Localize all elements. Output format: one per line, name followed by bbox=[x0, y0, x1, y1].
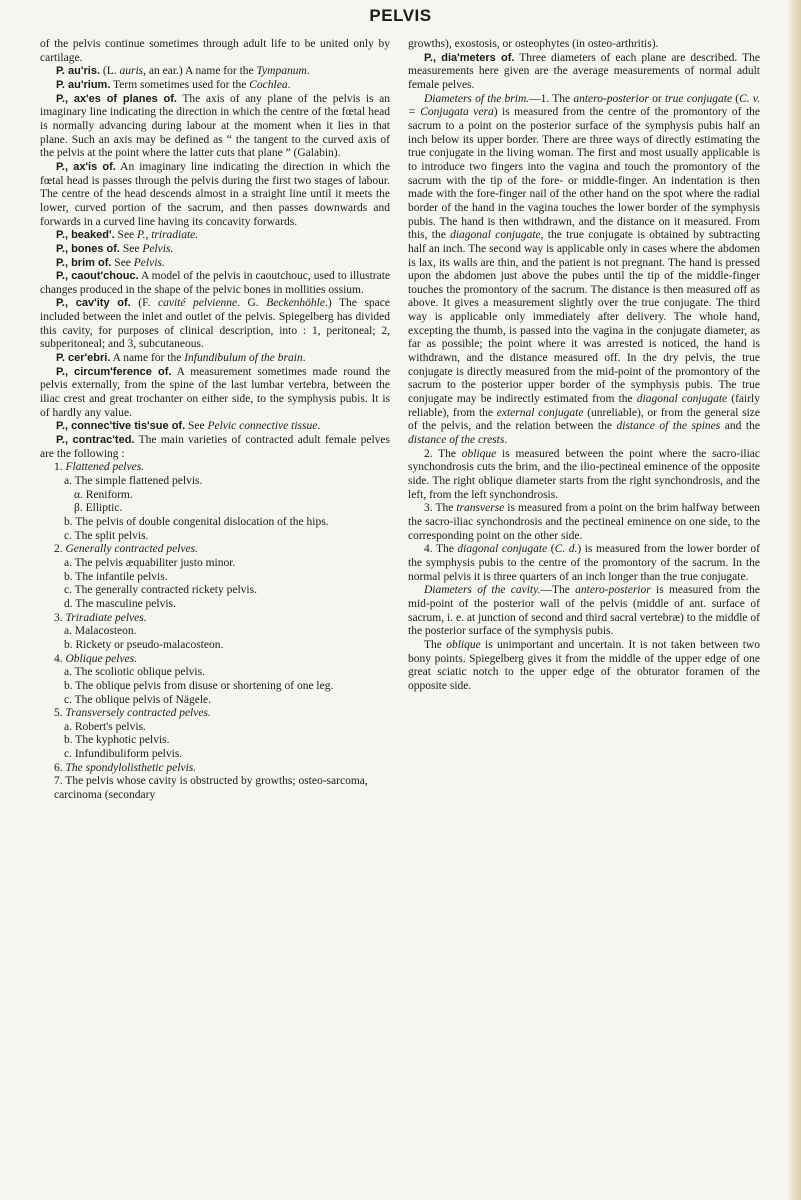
list-item: b. The pelvis of double congenital dislocation of the hips. bbox=[64, 515, 329, 528]
text: , an ear.) A name for the bbox=[143, 65, 257, 78]
text: or bbox=[648, 92, 665, 105]
text: . bbox=[306, 65, 310, 78]
text: P., triradiate. bbox=[137, 229, 199, 242]
text: Infundibulum of the brain bbox=[184, 352, 303, 365]
left-column bbox=[40, 38, 390, 803]
text: 6. bbox=[54, 761, 66, 774]
text: ( bbox=[732, 92, 740, 105]
text: (F. bbox=[130, 297, 159, 310]
list-item: a. The simple flattened pelvis. bbox=[64, 475, 203, 487]
text: 3. The bbox=[424, 502, 457, 515]
paragraph-cavity bbox=[408, 584, 760, 639]
list-item: a. The pelvis æquabiliter justo minor. bbox=[64, 556, 236, 569]
text: 3. bbox=[54, 611, 66, 624]
text: See bbox=[185, 420, 208, 433]
text: (unreliable), or from the general size of the pelvis, and the relation between the bbox=[408, 406, 760, 433]
text: Generally contracted pelves. bbox=[65, 543, 199, 556]
text: external conjugate bbox=[496, 406, 584, 419]
text: . bbox=[287, 78, 291, 91]
text: cavité pelvienne bbox=[158, 297, 238, 310]
paragraph-brim bbox=[408, 93, 760, 448]
headword: P. au'ris. bbox=[56, 65, 100, 78]
text: Pelvis. bbox=[142, 242, 174, 255]
text: is measured from the mid-point of the posterior wall of the pelvis (middle of ant. surface of sacrum, i. e. at junction of second and third sacral vertebræ) to the middle of the posterior surface of the symphysis pubis. bbox=[408, 584, 760, 638]
text: oblique bbox=[446, 638, 481, 651]
entry-aurium bbox=[40, 79, 390, 93]
text: Tympanum bbox=[256, 65, 307, 78]
text: . bbox=[504, 434, 508, 447]
headword: P., caout'chouc. bbox=[56, 270, 139, 283]
headword: P. cer'ebri. bbox=[56, 352, 111, 365]
text: ) is measured from the centre of the promontory of the sacrum to a point on the posterior surface of the symphysis pubis half an inch below its upper border. There are three ways of directly estimating the true conjugate in the living woman. The first and most usually applicable is to introduce two fingers into the vagina and touch the promontory of the sacrum with the tip of the fore- or middle-finger. An indentation is then made with the fore-finger nail of the other hand on the spot where the radial border of the hand in the vagina touches the lower border of the symphysis pubis. The hand is then withdrawn, and the distance on it measured. From this, the bbox=[408, 106, 760, 242]
paragraph-diagonal bbox=[408, 543, 760, 584]
text: 1. bbox=[54, 461, 66, 474]
text: Diameters of the brim. bbox=[424, 92, 530, 105]
text: is measured from a point on the brim halfway between the sacro-iliac synchondrosis and the pectineal eminence on one side, to the corresponding point on the other side. bbox=[408, 502, 761, 542]
text: Flattened pelves. bbox=[65, 461, 145, 474]
text: antero-posterior bbox=[575, 584, 651, 597]
list-item: a. Malacosteon. bbox=[64, 625, 137, 638]
text: diagonal conjugate bbox=[636, 393, 728, 406]
text: .) The space included between the inlet and outlet of the pelvis. Spiegelberg has divided this cavity, for purposes of clinical description, into : 1, peritoneal; 2, subperitoneal; and 3, subcutaneous. bbox=[40, 297, 390, 351]
text: 2. bbox=[54, 543, 66, 556]
list-item bbox=[40, 543, 390, 557]
text: Pelvis. bbox=[133, 256, 165, 269]
page-title: PELVIS bbox=[369, 6, 432, 25]
text: is unimportant and uncertain. It is not taken between two bony points. Spiegelberg gives it from the middle of the upper edge of one great sciatic notch to the upper edge of the obturator foramen of the opposite side. bbox=[408, 638, 760, 692]
headword: P., brim of. bbox=[56, 256, 112, 269]
text: A name for the bbox=[110, 352, 185, 365]
headword: P., contrac'ted. bbox=[56, 434, 135, 447]
text: 5. bbox=[54, 707, 66, 720]
entry-beaked bbox=[40, 229, 390, 243]
text: transverse bbox=[456, 502, 505, 515]
text: true conjugate bbox=[664, 92, 733, 105]
list-item: c. The split pelvis. bbox=[64, 529, 149, 542]
paragraph-oblique bbox=[408, 448, 760, 503]
list-item: β. Elliptic. bbox=[74, 502, 123, 515]
text: A measurement sometimes made round the pelvis externally, from the spine of the last lumbar vertebra, between the iliac crest and great trochanter on either side, to the symphysis pubis. It is of hardly any value. bbox=[40, 365, 390, 419]
text: antero-posterior bbox=[573, 92, 649, 105]
list-item: b. Rickety or pseudo-malacosteon. bbox=[64, 638, 224, 651]
list-item bbox=[40, 707, 390, 721]
text: A model of the pelvis in caoutchouc, used to illustrate changes produced in the shape of the pelvic bones in mollities ossium. bbox=[40, 270, 390, 296]
list-item: c. The oblique pelvis of Nägele. bbox=[64, 693, 212, 706]
text: An imaginary line indicating the direction in which the fœtal head is passes through the pelvis during the first two stages of labour. The centre of the head descends almost in a straight line until it meets the lower, curved portion of the sacrum, and then passes downwards and forwards in a curved line having its concavity forwards. bbox=[40, 160, 390, 228]
list-item bbox=[40, 653, 390, 667]
paragraph-transverse bbox=[408, 502, 760, 543]
list-item: a. Robert's pelvis. bbox=[64, 720, 146, 733]
headword: P., cav'ity of. bbox=[56, 297, 131, 310]
text: The spondylolisthetic pelvis. bbox=[65, 761, 197, 774]
text: oblique bbox=[461, 447, 497, 460]
headword: P., circum'ference of. bbox=[56, 365, 172, 378]
list-item: a. The scoliotic oblique pelvis. bbox=[64, 666, 205, 679]
text: diagonal conjugate bbox=[450, 229, 541, 242]
entry-axis bbox=[40, 161, 390, 229]
list-item: α. Reniform. bbox=[74, 488, 133, 501]
text: —1. The bbox=[529, 92, 574, 105]
text: ( bbox=[547, 543, 555, 556]
text: auris bbox=[119, 65, 144, 78]
text: The bbox=[424, 638, 447, 651]
text: The main varieties of contracted adult female pelves are the following : bbox=[40, 434, 390, 460]
list-item bbox=[40, 762, 390, 776]
right-column bbox=[408, 38, 760, 694]
text: Transversely contracted pelves. bbox=[65, 707, 211, 720]
entry-cavity bbox=[40, 297, 390, 352]
text: C. v. = Conjugata vera bbox=[408, 92, 760, 119]
text: Triradiate pelves. bbox=[65, 611, 147, 624]
text: (L. bbox=[100, 65, 120, 78]
headword: P., beaked'. bbox=[56, 229, 115, 242]
list-item bbox=[40, 612, 390, 626]
text: Beckenhöhle bbox=[266, 297, 325, 310]
text: ) is measured from the lower border of the symphysis pubis to the centre of the promontory of the sacrum. In the normal pelvis it is three quarters of an inch longer than the true conjugate. bbox=[408, 543, 760, 583]
text: distance of the spines bbox=[616, 420, 721, 433]
text: Three diameters of each plane are described. The measurements here given are the average measurements of normal adult female pelves. bbox=[408, 51, 760, 91]
text: 4. The bbox=[424, 543, 458, 556]
list-item: d. The masculine pelvis. bbox=[64, 597, 176, 610]
list-item bbox=[40, 461, 390, 475]
text: . bbox=[302, 352, 306, 365]
entry-circumference bbox=[40, 366, 390, 421]
headword: P., bones of. bbox=[56, 242, 120, 255]
entry-connective bbox=[40, 420, 390, 434]
text: Diameters of the cavity. bbox=[424, 584, 541, 597]
entry-bones bbox=[40, 243, 390, 257]
page-edge bbox=[787, 0, 801, 1200]
text: is measured between the point where the sacro-iliac synchondrosis cuts the brim, and the ilio-pectineal eminence of the opposite side. The right oblique diameter starts from the right synchondrosis, and the left, from the left synchondrosis. bbox=[408, 447, 761, 501]
entry-caoutchouc bbox=[40, 270, 390, 297]
text: . G. bbox=[237, 297, 267, 310]
entry-axes bbox=[40, 93, 390, 161]
text: distance of the crests bbox=[408, 434, 505, 447]
list-item: 7. The pelvis whose cavity is obstructed by growths; osteo-sarcoma, carcinoma (secondary bbox=[54, 775, 368, 802]
text: 2. The bbox=[424, 447, 462, 460]
headword: P., ax'es of planes of. bbox=[56, 92, 177, 105]
entry-auris bbox=[40, 65, 390, 79]
list-item: b. The kyphotic pelvis. bbox=[64, 734, 170, 747]
text: . bbox=[317, 420, 321, 433]
text: C. d. bbox=[554, 543, 578, 556]
text: Term sometimes used for the bbox=[110, 78, 250, 91]
text: The axis of any plane of the pelvis is an imaginary line indicating the direction in which the centre of the fœtal head is normally advancing during labour at the moment when it lies in that plane. Such an axis may be defined as “ the tangent to the curved axis of the pelvis at the point where the latter cuts that plane ” (Galabin). bbox=[40, 92, 390, 160]
text: , the true conjugate is obtained by subtracting half an inch. The second way is applicable only in cases where the abdomen is lax, its walls are thin, and the patient is not pregnant. The hand is pressed upon the abdomen just above the pubes until the tip of the middle-finger touches the promontory of the sacrum. The distance is then measured off as above. It gives a measurement slightly over the true conjugate. The third way is applicable only immediately after delivery. The whole hand, excepting the thumb, is passed into the vagina in the conjugate diameter, as far as possible; the point where it was arrested is noticed, the hand is withdrawn, and the distance measured off. In the dry pelvis, the true conjugate is directly measured from the mid-point of the promontory of the sacrum to the posterior upper border of the symphysis pubis. The true conjugate may be indirectly estimated from the bbox=[408, 229, 760, 406]
text: 4. bbox=[54, 652, 66, 665]
text: Cochlea bbox=[249, 78, 288, 91]
text: Pelvic connective tissue bbox=[207, 420, 318, 433]
headword: P., connec'tive tis'sue of. bbox=[56, 420, 186, 433]
entry-diameters bbox=[408, 52, 760, 93]
text: and the bbox=[720, 420, 760, 433]
headword: P., ax'is of. bbox=[56, 160, 116, 173]
entry-cerebri bbox=[40, 352, 390, 366]
text: See bbox=[114, 229, 138, 242]
paragraph: of the pelvis continue sometimes through adult life to be united only by cartilage. bbox=[40, 38, 390, 64]
text: See bbox=[119, 242, 143, 255]
text: diagonal conjugate bbox=[457, 543, 548, 556]
paragraph: growths), exostosis, or osteophytes (in osteo-arthritis). bbox=[408, 38, 659, 50]
list-item: b. The oblique pelvis from disuse or shortening of one leg. bbox=[64, 679, 334, 692]
entry-contracted bbox=[40, 434, 390, 461]
paragraph-cavity-oblique bbox=[408, 639, 760, 694]
headword: P. au'rium. bbox=[56, 78, 111, 91]
text: (fairly reliable), from the bbox=[408, 393, 760, 419]
text: —The bbox=[540, 584, 576, 597]
text: See bbox=[111, 256, 134, 269]
list-item: c. Infundibuliform pelvis. bbox=[64, 748, 183, 761]
entry-brim bbox=[40, 257, 390, 271]
list-item: c. The generally contracted rickety pelvis. bbox=[64, 584, 257, 597]
text: Oblique pelves. bbox=[65, 652, 138, 665]
list-item: b. The infantile pelvis. bbox=[64, 570, 168, 583]
headword: P., dia'meters of. bbox=[424, 51, 515, 64]
